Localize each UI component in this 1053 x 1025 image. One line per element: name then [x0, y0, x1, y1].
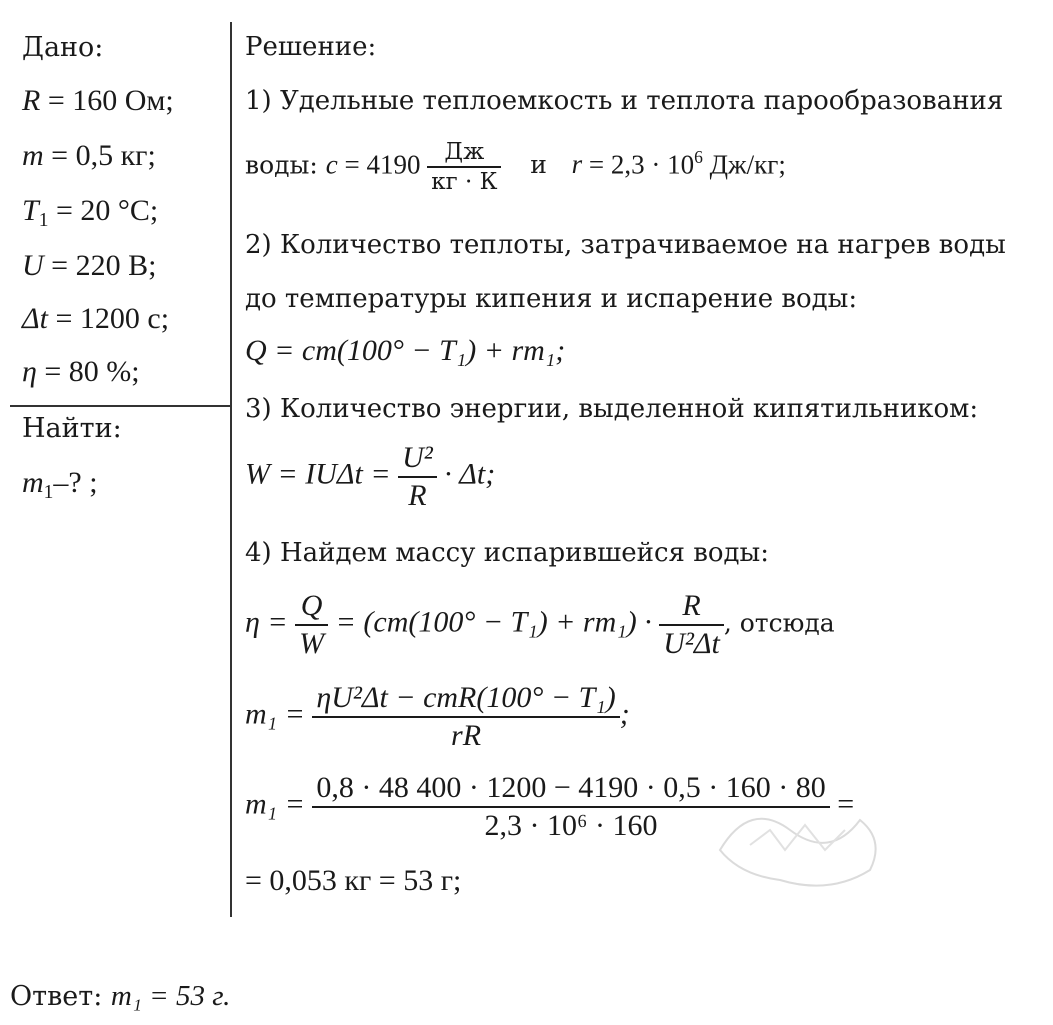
given-find-divider [10, 405, 232, 407]
step1-prefix: воды: [245, 150, 326, 180]
given-var: Δt [22, 302, 48, 335]
c-var: c [325, 149, 338, 180]
find-value: –? ; [53, 466, 98, 499]
given-value: = 0,5 кг; [43, 139, 156, 172]
step4-text: 4) Найдем массу испарившейся воды: [245, 538, 769, 568]
m1-den: rR [451, 718, 482, 752]
column-divider [230, 22, 232, 917]
given-value: = 80 %; [36, 355, 140, 388]
given-var: T [22, 194, 39, 227]
c-unit-num: Дж [427, 140, 501, 168]
m1-left: m₁ = [245, 697, 313, 731]
find-sub: 1 [43, 481, 54, 503]
eta-den: W [299, 626, 325, 660]
r-unit: Дж/кг; [702, 149, 786, 180]
m1-formula [245, 682, 630, 751]
eta-num-2: R [659, 590, 724, 626]
solution-title: Решение: [245, 32, 377, 62]
w-right: · Δt; [436, 457, 496, 491]
eta-mid: = (cm(100° − T₁) + rm₁) · [328, 605, 660, 639]
given-value: = 160 Ом; [40, 84, 174, 117]
w-fraction [398, 442, 437, 511]
eta-fraction [295, 590, 328, 659]
answer-formula: m₁ = 53 г. [110, 980, 231, 1012]
m1-fraction [312, 682, 619, 751]
given-item-dt [22, 302, 169, 336]
given-var: U [22, 249, 44, 282]
calc-left: m₁ = [245, 787, 313, 821]
given-value: = 1200 с; [47, 302, 170, 335]
eta-right: , отсюда [723, 608, 835, 638]
w-den: R [408, 478, 427, 512]
given-item-r [22, 84, 174, 118]
calc-num: 0,8 · 48 400 · 1200 − 4190 · 0,5 · 160 · 80 [312, 772, 829, 808]
c-unit-den: кг · К [431, 169, 498, 196]
w-num: U² [398, 442, 437, 478]
step2-text-2: до температуры кипения и испарение воды: [245, 284, 858, 314]
c-eq: = 4190 [337, 149, 421, 180]
calc-den: 2,3 · 10⁶ · 160 [484, 808, 658, 842]
r-exp: 6 [694, 146, 703, 167]
eta-left: η = [245, 605, 296, 639]
watermark-logo [710, 790, 900, 900]
given-item-u [22, 249, 156, 283]
given-value: = 20 °C; [48, 194, 159, 227]
given-var: η [22, 355, 37, 388]
r-var: r [571, 149, 583, 180]
m1-right: ; [619, 697, 630, 731]
m1-num: ηU²Δt − cmR(100° − T₁) [312, 682, 619, 718]
q-formula: Q = cm(100° − T₁) + rm₁; [245, 334, 566, 367]
find-item [22, 466, 98, 503]
given-title: Дано: [22, 32, 104, 63]
eta-den-2: U²Δt [663, 626, 720, 660]
eta-fraction-2 [659, 590, 724, 659]
answer-label: Ответ: [10, 981, 111, 1012]
calc-right: = [829, 787, 855, 821]
r-eq: = 2,3 · 10 [582, 149, 695, 180]
eta-formula [245, 590, 835, 659]
find-var: m [22, 466, 44, 499]
given-var: m [22, 139, 44, 172]
step1-formula [245, 140, 786, 194]
step1-text: 1) Удельные теплоемкость и теплота парообразования [245, 86, 1004, 116]
given-item-eta [22, 355, 140, 389]
eta-num: Q [295, 590, 328, 626]
given-value: = 220 В; [43, 249, 157, 282]
step2-text-1: 2) Количество теплоты, затрачиваемое на нагрев воды [245, 230, 1006, 260]
answer-line [10, 980, 230, 1013]
w-formula [245, 442, 495, 511]
result-line: = 0,053 кг = 53 г; [245, 864, 462, 897]
given-item-t1 [22, 194, 159, 231]
and-word: и [530, 150, 547, 180]
given-var: R [22, 84, 41, 117]
given-item-m [22, 139, 156, 173]
w-left: W = IUΔt = [245, 457, 399, 491]
c-unit-fraction [427, 140, 501, 194]
find-title: Найти: [22, 413, 122, 444]
given-sub: 1 [38, 209, 49, 231]
step3-text: 3) Количество энергии, выделенной кипятильником: [245, 394, 979, 424]
